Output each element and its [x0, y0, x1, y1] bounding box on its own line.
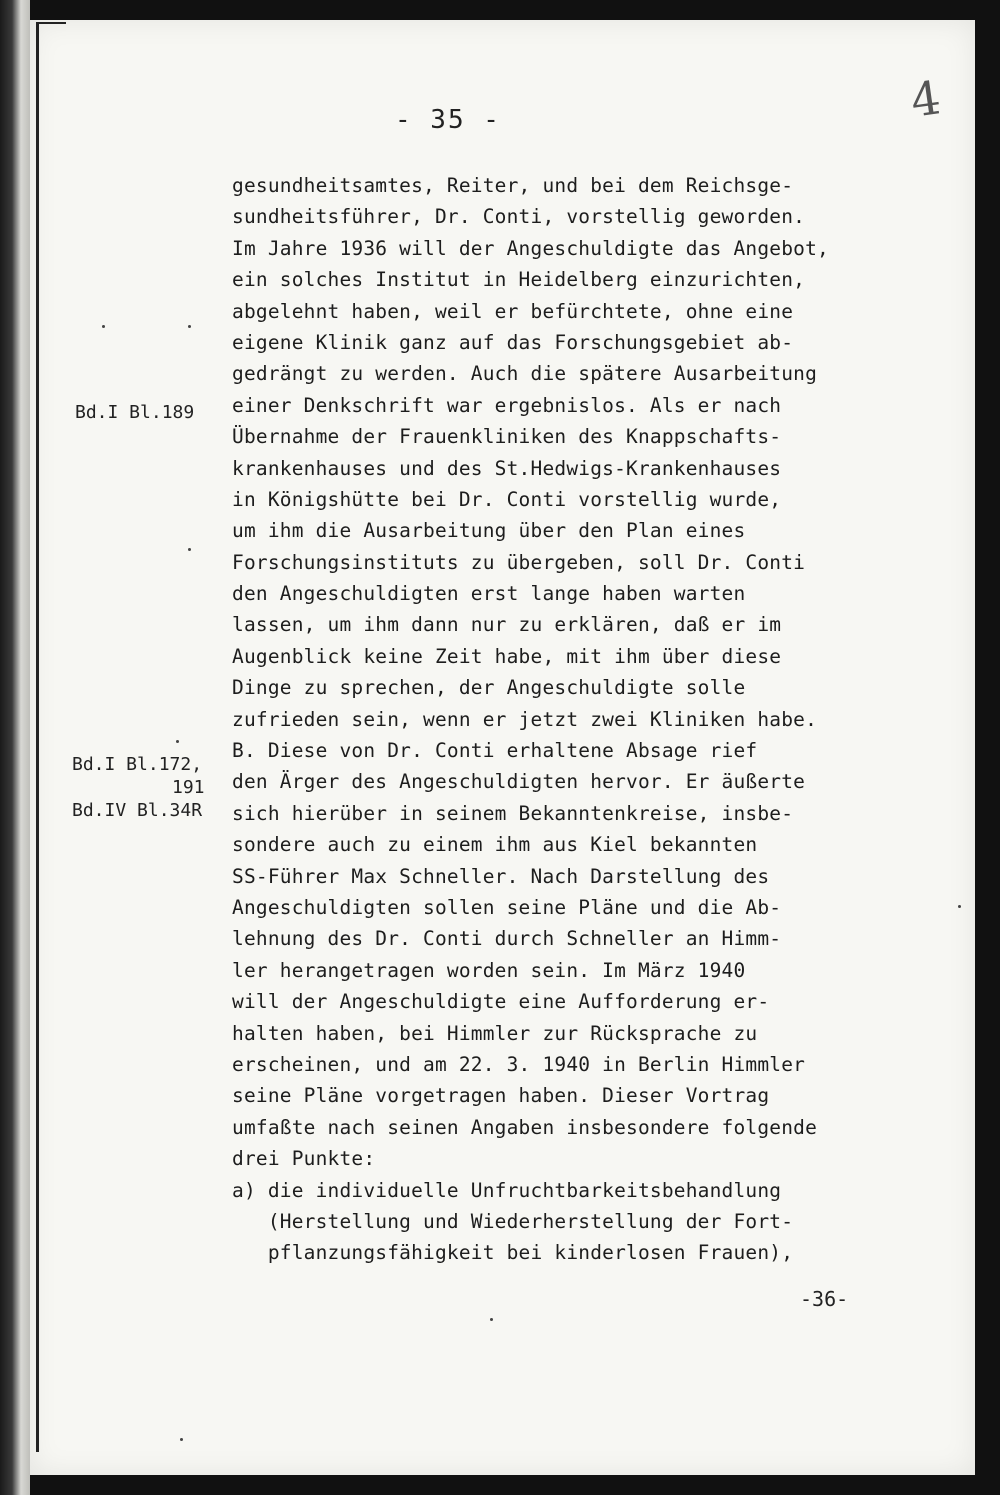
text-line: Angeschuldigten sollen seine Pläne und die Ab-: [232, 895, 782, 919]
margin-dot: [102, 325, 105, 328]
text-line: Im Jahre 1936 will der Angeschuldigte das Angebot,: [232, 236, 829, 260]
text-line: gedrängt zu werden. Auch die spätere Ausarbeitung: [232, 362, 818, 386]
text-line: um ihm die Ausarbeitung über den Plan eines: [232, 519, 746, 543]
handwritten-page-mark: 4: [907, 70, 944, 128]
text-line: drei Punkte:: [232, 1147, 376, 1171]
corner-rule: [36, 22, 66, 24]
text-line: den Ärger des Angeschuldigten hervor. Er äußerte: [232, 770, 806, 794]
text-line: B. Diese von Dr. Conti erhaltene Absage rief: [232, 739, 758, 763]
margin-dot: [188, 548, 191, 551]
text-line: seine Pläne vorgetragen haben. Dieser Vortrag: [232, 1084, 770, 1108]
text-line: einer Denkschrift war ergebnislos. Als er nach: [232, 393, 782, 417]
text-line: abgelehnt haben, weil er befürchtete, ohne eine: [232, 299, 794, 323]
text-line: Augenblick keine Zeit habe, mit ihm über diese: [232, 644, 782, 668]
margin-rule: [36, 22, 39, 1452]
page-number: - 35 -: [395, 105, 501, 135]
text-line: sundheitsführer, Dr. Conti, vorstellig geworden.: [232, 205, 806, 229]
margin-dot: [958, 905, 961, 908]
margin-note: 191: [172, 777, 205, 798]
text-line: lehnung des Dr. Conti durch Schneller an Himm-: [232, 927, 782, 951]
margin-note: Bd.IV Bl.34R: [72, 800, 203, 821]
text-line: sich hierüber in seinem Bekanntenkreise, insbe-: [232, 801, 794, 825]
text-line: Dinge zu sprechen, der Angeschuldigte solle: [232, 676, 746, 700]
text-line: erscheinen, und am 22. 3. 1940 in Berlin Himmler: [232, 1052, 806, 1076]
margin-dot: [176, 740, 179, 743]
margin-dot: [180, 1438, 183, 1441]
text-line: den Angeschuldigten erst lange haben warten: [232, 582, 746, 606]
text-line: Forschungsinstituts zu übergeben, soll Dr. Conti: [232, 550, 806, 574]
text-line: ein solches Institut in Heidelberg einzurichten,: [232, 268, 806, 292]
margin-note: Bd.I Bl.189: [75, 402, 195, 423]
text-line: halten haben, bei Himmler zur Rücksprache zu: [232, 1021, 758, 1045]
text-line: eigene Klinik ganz auf das Forschungsgebiet ab-: [232, 330, 794, 354]
text-line: will der Angeschuldigte eine Aufforderung er-: [232, 990, 770, 1014]
text-line: Übernahme der Frauenkliniken des Knappschafts-: [232, 425, 782, 449]
text-line: sondere auch zu einem ihm aus Kiel bekannten: [232, 833, 758, 857]
text-line: in Königshütte bei Dr. Conti vorstellig wurde,: [232, 487, 782, 511]
margin-dot: [188, 325, 191, 328]
text-line: ler herangetragen worden sein. Im März 1940: [232, 958, 746, 982]
text-line: lassen, um ihm dann nur zu erklären, daß er im: [232, 613, 782, 637]
margin-dot: [490, 1318, 493, 1321]
text-line: umfaßte nach seinen Angaben insbesondere folgende: [232, 1115, 818, 1139]
text-line: (Herstellung und Wiederherstellung der Fort-: [232, 1209, 794, 1233]
book-binding: [0, 0, 30, 1495]
text-line: pflanzungsfähigkeit bei kinderlosen Frauen),: [232, 1241, 794, 1265]
text-line: krankenhauses und des St.Hedwigs-Krankenhauses: [232, 456, 782, 480]
text-line: zufrieden sein, wenn er jetzt zwei Kliniken habe.: [232, 707, 818, 731]
text-line: gesundheitsamtes, Reiter, und bei dem Reichsge-: [232, 174, 794, 197]
continuation-marker: -36-: [800, 1287, 849, 1311]
margin-note: Bd.I Bl.172,: [72, 754, 203, 775]
body-text: [232, 170, 872, 1269]
text-line: a) die individuelle Unfruchtbarkeitsbehandlung: [232, 1178, 782, 1202]
text-line: SS-Führer Max Schneller. Nach Darstellung des: [232, 864, 770, 888]
